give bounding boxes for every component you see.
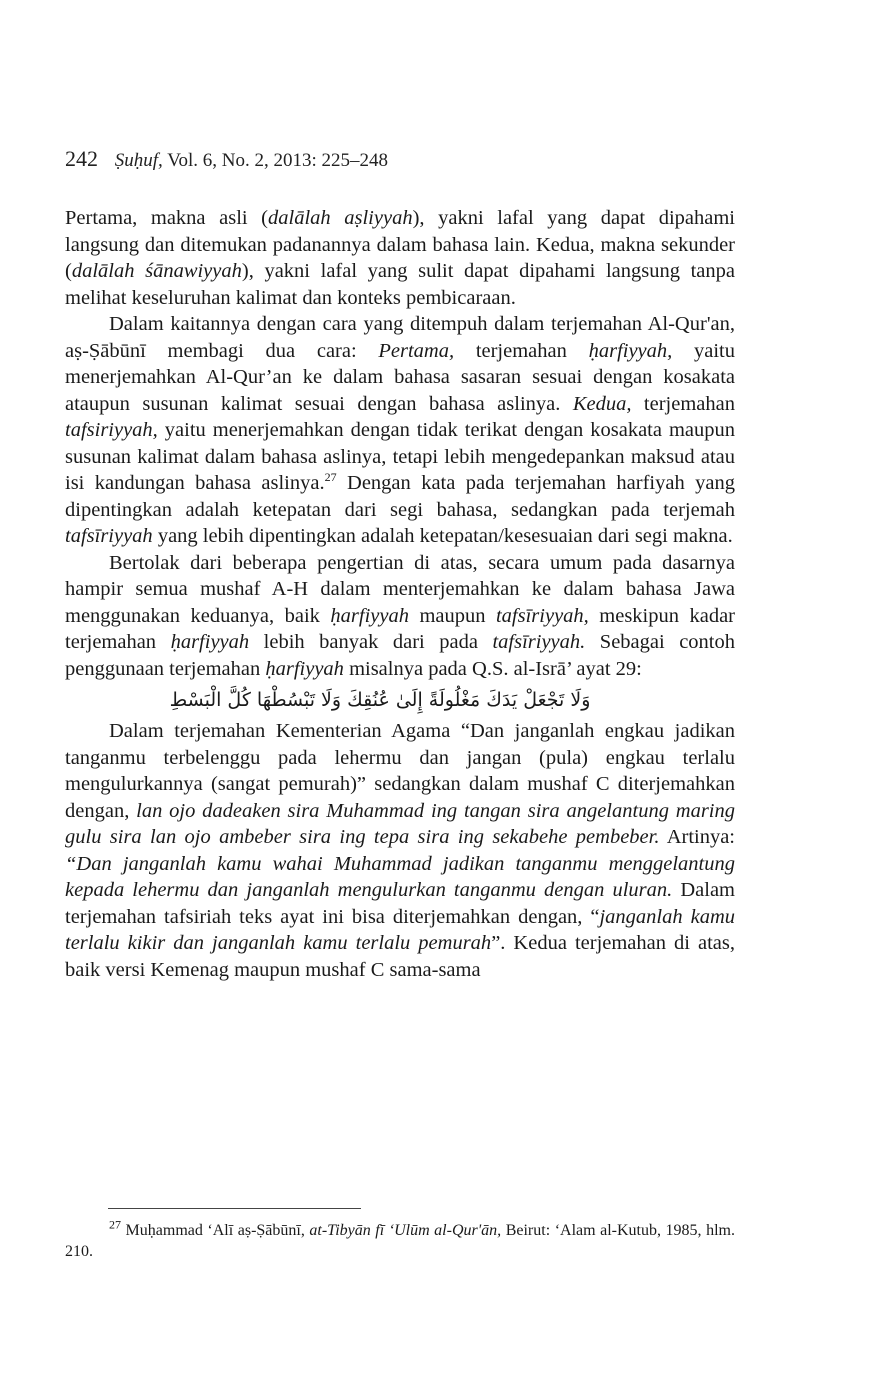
text-span: Bertolak dari beberapa pengertian di atas, secara umum pada dasarnya hampir semua mushaf A-H dalam menterjemahkan ke dalam bahasa Jawa menggunakan keduanya, baik bbox=[65, 551, 735, 627]
text-span: Dalam terjemahan Kementerian Agama “Dan janganlah engkau jadikan tanganmu terbelenggu pada lehermu dan jangan (pula) engkau terlalu mengulurkannya (sangat pemurah)” sedangkan dalam mushaf C diterjemahkan dengan, bbox=[65, 720, 735, 822]
paragraph-2 bbox=[65, 311, 735, 550]
journal-citation: Vol. 6, No. 2, 2013: 225–248 bbox=[167, 150, 389, 171]
italic-term: dalālah aṣliyyah bbox=[268, 207, 413, 229]
text-span: ”. Kedua terjemahan di atas, baik versi Kemenag maupun mushaf C sama-sama bbox=[65, 932, 735, 981]
italic-term: janganlah kamu terlalu kikir dan janganlah kamu terlalu pemurah bbox=[65, 905, 735, 954]
text-span: yang lebih dipentingkan adalah ketepatan/kesesuaian dari segi makna. bbox=[152, 525, 733, 547]
italic-term: tafsīriyyah bbox=[65, 525, 153, 547]
text-span: terjemahan bbox=[454, 339, 589, 362]
italic-term: ḥarfiyyah bbox=[330, 604, 409, 627]
italic-term: “Dan janganlah kamu wahai Muhammad jadikan tanganmu menggelantung kepada lehermu dan janganlah mengulurkan tanganmu dengan uluran. bbox=[65, 852, 735, 901]
paragraph-4 bbox=[65, 718, 735, 983]
paragraph-1 bbox=[65, 205, 735, 311]
footnote-number: 27 bbox=[109, 1217, 121, 1232]
italic-term: at-Tibyān fī ‘Ulūm al-Qur'ān, bbox=[309, 1222, 502, 1239]
italic-term: Pertama, bbox=[378, 339, 455, 362]
text-span: Dalam kaitannya dengan cara yang ditempuh dalam terjemahan Al-Qur'an, aṣ-Ṣābūnī membagi dua cara: bbox=[65, 313, 735, 362]
text-span: yaitu menerjemahkan dengan tidak terikat dengan kosakata maupun susunan kalimat dalam bahasa aslinya, tetapi lebih mengedepankan maksud atau isi kandungan bahasa aslinya. bbox=[65, 419, 735, 494]
text-span: terjemahan bbox=[631, 392, 735, 415]
text-span: Dengan kata pada terjemahan harfiyah yang dipentingkan adalah ketepatan dari segi bahasa, sedangkan pada terjemah bbox=[65, 472, 735, 521]
text-span: Sebagai contoh penggunaan terjemahan bbox=[65, 631, 735, 680]
italic-term: tafsiriyyah, bbox=[65, 419, 158, 441]
footnote-reference[interactable]: 27 bbox=[324, 470, 337, 485]
text-span: Pertama, makna asli ( bbox=[65, 207, 269, 229]
text-span: ), yakni lafal yang sulit dapat dipahami langsung tanpa melihat keseluruhan kalimat dan konteks pembicaraan. bbox=[65, 260, 736, 309]
italic-term: dalālah śānawiyyah bbox=[71, 260, 242, 282]
italic-term: ḥarfiyyah, bbox=[588, 339, 673, 362]
text-span: Muḥammad ‘Alī aṣ-Ṣābūnī, bbox=[121, 1222, 310, 1239]
italic-term: tafsīriyyah. bbox=[492, 631, 586, 653]
text-span: lebih banyak dari pada bbox=[249, 631, 493, 653]
italic-term: lan ojo dadeaken sira Muhammad ing tangan sira angelantung maring gulu sira lan ojo ambeber sira ing tepa sira ing sekabehe pembeber. bbox=[65, 799, 735, 848]
journal-name: Ṣuḥuf, bbox=[114, 150, 163, 171]
text-span: ), yakni lafal yang dapat dipahami langsung dan ditemukan padanannya dalam bahasa lain. Kedua, makna sekunder ( bbox=[65, 207, 735, 282]
italic-term: ḥarfiyyah bbox=[265, 657, 344, 680]
paragraph-3 bbox=[65, 550, 735, 683]
text-span: maupun bbox=[408, 604, 496, 627]
italic-term: tafsīriyyah, bbox=[495, 604, 589, 627]
running-header bbox=[65, 146, 388, 172]
page-number: 242 bbox=[65, 146, 98, 171]
text-span: meskipun kadar terjemahan bbox=[65, 604, 735, 653]
text-span: Dalam terjemahan tafsiriah teks ayat ini bisa diterjemahkan dengan, “ bbox=[65, 879, 735, 928]
footnote-27 bbox=[65, 1217, 735, 1262]
arabic-verse: وَلَا تَجْعَلْ يَدَكَ مَغْلُولَةً إِلَىٰ عُنُقِكَ وَلَا تَبْسُطْهَا كُلَّ الْبَسْطِ bbox=[169, 689, 591, 711]
body-text bbox=[65, 205, 735, 983]
text-span: Artinya: bbox=[659, 826, 736, 848]
text-span: misalnya pada Q.S. al-Isrā’ ayat 29: bbox=[343, 657, 642, 680]
footnote-divider bbox=[108, 1208, 361, 1209]
italic-term: ḥarfiyyah bbox=[170, 631, 250, 653]
text-span: Beirut: ‘Alam al-Kutub, 1985, hlm. 210. bbox=[65, 1222, 735, 1260]
text-span: yaitu menerjemahkan Al-Qur’an ke dalam bahasa sasaran sesuai dengan kosakata ataupun susunan kalimat sesuai dengan bahasa aslinya. bbox=[65, 339, 735, 415]
italic-term: Kedua, bbox=[572, 392, 632, 415]
